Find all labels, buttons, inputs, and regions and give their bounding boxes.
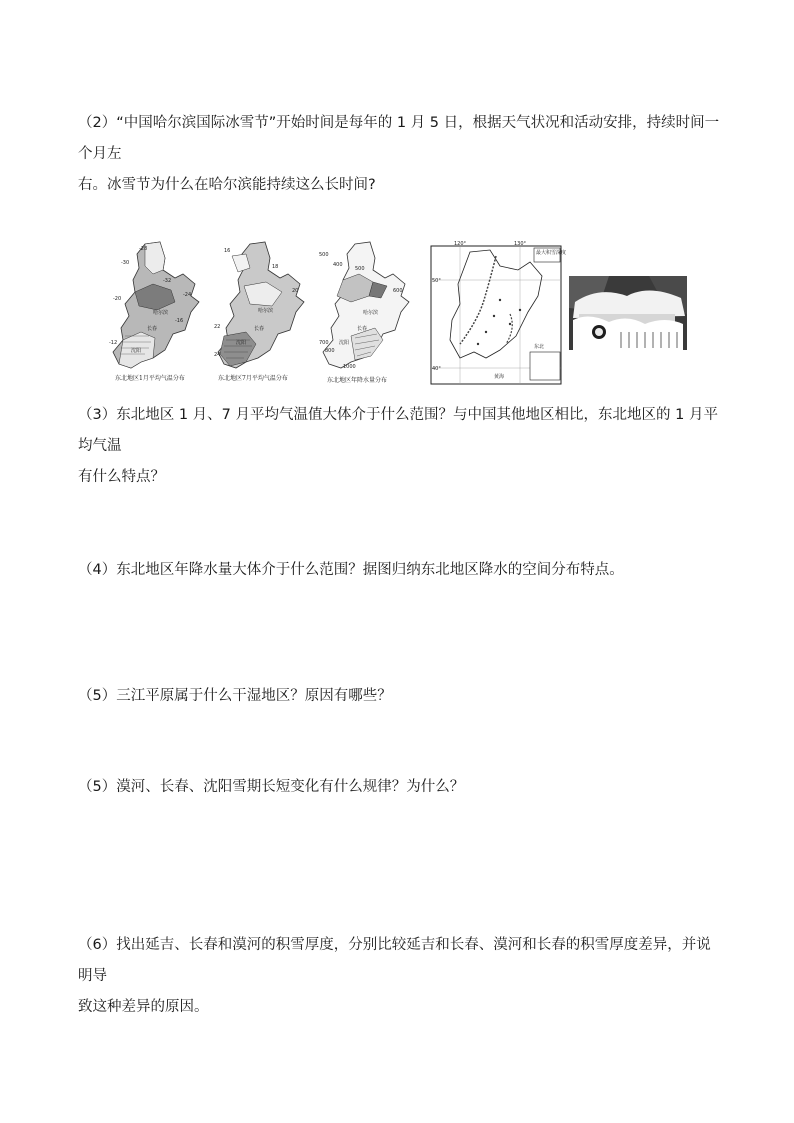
map1-label: 沈阳 (131, 348, 142, 354)
map3-label: 700 (319, 340, 329, 346)
question-2-line-2: 右。冰雪节为什么在哈尔滨能持续这么长时间? (78, 177, 376, 193)
question-5-snow-period (78, 772, 723, 803)
region-label: 东北 (534, 344, 545, 350)
question-3-line-1: （3）东北地区 1 月、7 月平均气温值大体介于什么范围？与中国其他地区相比，东北地区的 1 月平均气温 (78, 407, 718, 454)
map3-label: 哈尔滨 (363, 310, 379, 316)
question-6 (78, 930, 723, 1023)
map2-label: 16 (224, 248, 231, 254)
snow-depth-map (430, 240, 567, 385)
map3-caption: 东北地区年降水量分布 (327, 377, 388, 384)
map3-label: 500 (319, 252, 329, 258)
snow-village-photo (569, 276, 687, 350)
question-6-line-2: 致这种差异的原因。 (78, 999, 209, 1015)
question-4-line-1: （4）东北地区年降水量大体介于什么范围？据图归纳东北地区降水的空间分布特点。 (78, 562, 624, 578)
question-3-line-2: 有什么特点？ (78, 469, 165, 485)
question-2 (78, 108, 723, 201)
map3-label: 600 (393, 288, 403, 294)
map1-label: -16 (175, 318, 184, 324)
question-4 (78, 555, 723, 586)
map1-label: -32 (163, 278, 172, 284)
map3-label: 800 (325, 348, 335, 354)
sea-label: 黄海 (494, 374, 505, 380)
latitude-label: 40° (432, 366, 441, 372)
latitude-label: 50° (432, 278, 441, 284)
map1-label: -12 (109, 340, 118, 346)
map2-label: 哈尔滨 (258, 308, 274, 314)
map2-label: 18 (272, 264, 279, 270)
map2-label: 长春 (254, 326, 265, 332)
question-6-line-1: （6）找出延吉、长春和漠河的积雪厚度，分别比较延吉和长春、漠河和长春的积雪厚度差异，并说明导 (78, 937, 711, 984)
longitude-label: 130° (514, 241, 527, 247)
map2-label: 20 (292, 288, 299, 294)
map2-label: 22 (214, 324, 221, 330)
precipitation-map (315, 240, 425, 385)
map1-label: -24 (183, 292, 192, 298)
map3-label: 500 (355, 266, 365, 272)
map1-label: 长春 (147, 326, 158, 332)
map1-label: -30 (121, 260, 130, 266)
question-3 (78, 400, 723, 493)
question-2-line-1: （2）“中国哈尔滨国际冰雪节”开始时间是每年的 1 月 5 日，根据天气状况和活动安排，持续时间一个月左 (78, 115, 720, 162)
map2-label: 24 (214, 352, 221, 358)
map3-label: 沈阳 (339, 340, 350, 346)
legend-title: 最大积雪深度 (536, 250, 567, 256)
figure-row (105, 240, 690, 385)
question-5-dryness (78, 681, 723, 712)
question-5a-line-1: （5）三江平原属于什么干湿地区？原因有哪些？ (78, 688, 392, 704)
longitude-label: 120° (454, 241, 467, 247)
map1-label: -20 (113, 296, 122, 302)
map1-caption: 东北地区1月平均气温分布 (115, 375, 185, 382)
january-temperature-map (105, 240, 210, 385)
map2-label: 沈阳 (236, 340, 247, 346)
map1-label: 哈尔滨 (153, 310, 169, 316)
map3-label: 1000 (343, 364, 356, 370)
map3-label: 400 (333, 262, 343, 268)
map3-label: 长春 (357, 326, 368, 332)
question-5b-line-1: （5）漠河、长春、沈阳雪期长短变化有什么规律？为什么？ (78, 779, 465, 795)
map2-caption: 东北地区7月平均气温分布 (218, 375, 288, 382)
map1-label: -28 (139, 246, 148, 252)
july-temperature-map (210, 240, 315, 385)
